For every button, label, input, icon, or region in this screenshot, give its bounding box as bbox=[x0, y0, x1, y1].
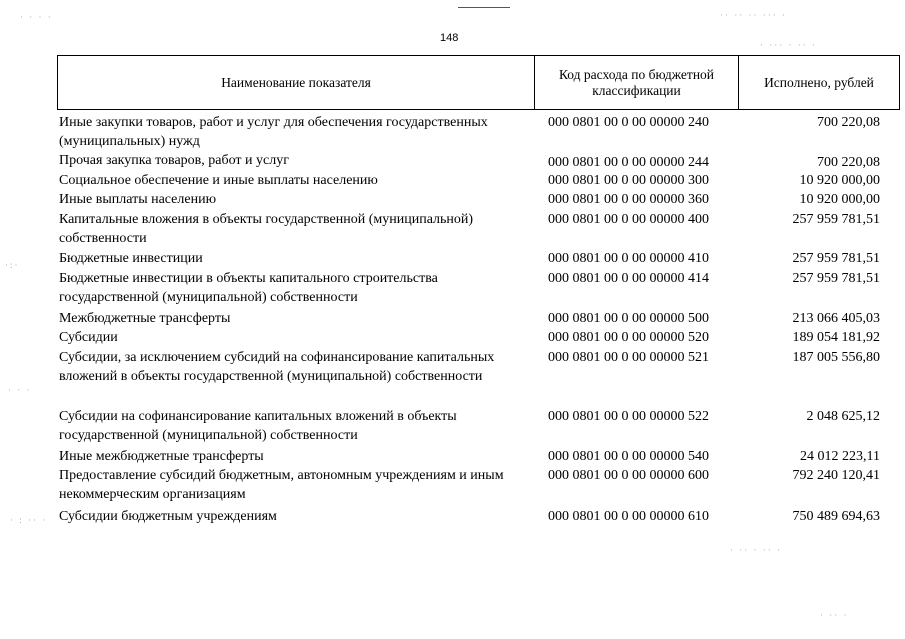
header-name: Наименование показателя bbox=[58, 56, 535, 109]
header-code: Код расхода по бюджетной классификации bbox=[535, 56, 739, 109]
row-name: Межбюджетные трансферты bbox=[59, 311, 231, 326]
row-code: 000 0801 00 0 00 00000 414 bbox=[548, 271, 709, 286]
header-amount: Исполнено, рублей bbox=[764, 74, 874, 90]
row-name: Социальное обеспечение и иные выплаты населению bbox=[59, 173, 378, 188]
row-code: 000 0801 00 0 00 00000 240 bbox=[548, 115, 709, 130]
row-code: 000 0801 00 0 00 00000 610 bbox=[548, 509, 709, 524]
row-name: Бюджетные инвестиции в объекты капитального строительства государственной (муниципальной) собственности bbox=[59, 271, 438, 305]
row-name: Предоставление субсидий бюджетным, автономным учреждениям и иным некоммерческим организациям bbox=[59, 468, 504, 502]
row-code: 000 0801 00 0 00 00000 400 bbox=[548, 212, 709, 227]
scan-noise: · ·· · ·· · bbox=[730, 545, 782, 555]
scan-noise: · · · bbox=[8, 385, 32, 395]
scan-noise: · : ·· · bbox=[10, 515, 48, 525]
row-amount: 257 959 781,51 bbox=[792, 271, 880, 286]
top-rule bbox=[458, 7, 510, 8]
row-name: Иные закупки товаров, работ и услуг для обеспечения государственных (муниципальных) нужд bbox=[59, 115, 488, 149]
row-name: Субсидии на софинансирование капитальных вложений в объекты государственной (муниципальной) собственности bbox=[59, 409, 457, 443]
row-amount: 750 489 694,63 bbox=[792, 509, 880, 524]
row-amount: 792 240 120,41 bbox=[792, 468, 880, 483]
scan-noise: · ··· · ·· · bbox=[760, 40, 817, 50]
row-code: 000 0801 00 0 00 00000 300 bbox=[548, 173, 709, 188]
row-code: 000 0801 00 0 00 00000 540 bbox=[548, 449, 709, 464]
row-amount: 10 920 000,00 bbox=[799, 173, 880, 188]
row-amount: 700 220,08 bbox=[817, 155, 880, 170]
row-code: 000 0801 00 0 00 00000 520 bbox=[548, 330, 709, 345]
scan-noise: · ·· · bbox=[820, 610, 849, 620]
row-amount: 187 005 556,80 bbox=[792, 350, 880, 365]
row-amount: 257 959 781,51 bbox=[792, 212, 880, 227]
row-name: Иные выплаты населению bbox=[59, 192, 217, 207]
row-name: Прочая закупка товаров, работ и услуг bbox=[59, 153, 289, 168]
row-name: Бюджетные инвестиции bbox=[59, 251, 203, 266]
row-code: 000 0801 00 0 00 00000 410 bbox=[548, 251, 709, 266]
row-amount: 213 066 405,03 bbox=[792, 311, 880, 326]
row-code: 000 0801 00 0 00 00000 500 bbox=[548, 311, 709, 326]
row-amount: 700 220,08 bbox=[817, 115, 880, 130]
row-name: Субсидии bbox=[59, 330, 118, 345]
row-amount: 189 054 181,92 bbox=[792, 330, 880, 345]
row-code: 000 0801 00 0 00 00000 600 bbox=[548, 468, 709, 483]
row-code: 000 0801 00 0 00 00000 244 bbox=[548, 155, 709, 170]
row-amount: 10 920 000,00 bbox=[799, 192, 880, 207]
row-code: 000 0801 00 0 00 00000 521 bbox=[548, 350, 709, 365]
scan-noise: · · · · bbox=[20, 12, 53, 22]
row-name: Субсидии бюджетным учреждениям bbox=[59, 509, 277, 524]
row-code: 000 0801 00 0 00 00000 360 bbox=[548, 192, 709, 207]
row-name: Иные межбюджетные трансферты bbox=[59, 449, 264, 464]
row-name: Капитальные вложения в объекты государственной (муниципальной) собственности bbox=[59, 212, 474, 246]
row-code: 000 0801 00 0 00 00000 522 bbox=[548, 409, 709, 424]
table-header bbox=[57, 55, 900, 110]
row-amount: 2 048 625,12 bbox=[806, 409, 880, 424]
row-amount: 257 959 781,51 bbox=[792, 251, 880, 266]
scan-noise: ·:· bbox=[5, 260, 20, 270]
page-number: 148 bbox=[440, 32, 459, 44]
row-amount: 24 012 223,11 bbox=[800, 449, 880, 464]
scan-noise: ·· ·· ·· ··· · bbox=[720, 10, 787, 20]
row-name: Субсидии, за исключением субсидий на софинансирование капитальных вложений в объекты государственной (муниципальной) собственности bbox=[59, 350, 495, 384]
